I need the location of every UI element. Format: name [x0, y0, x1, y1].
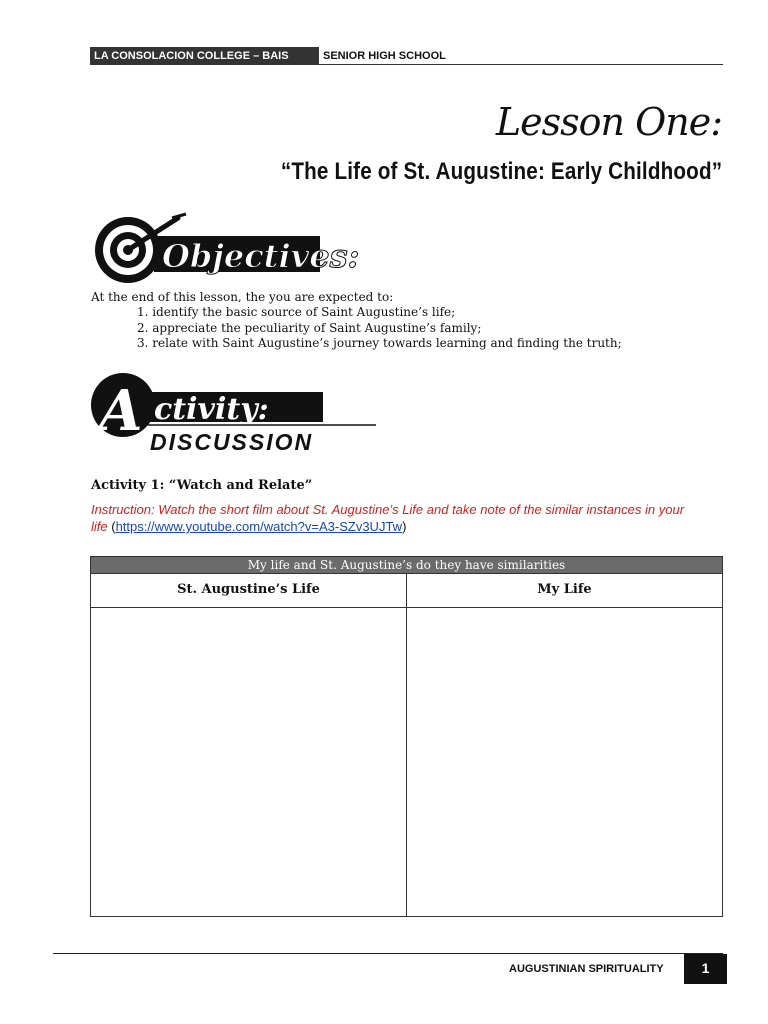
answer-cell-augustine[interactable]: [91, 608, 406, 916]
video-link[interactable]: https://www.youtube.com/watch?v=A3-SZv3UJTw: [115, 519, 403, 534]
answer-cell-my-life[interactable]: [407, 608, 722, 916]
page-number: 1: [684, 954, 727, 984]
objectives-list: [137, 305, 622, 352]
activity-banner-subtitle: DISCUSSION: [150, 429, 314, 455]
lesson-label: Lesson One:: [495, 100, 722, 144]
link-paren-close: ): [402, 519, 407, 534]
table-column-augustine: [91, 573, 406, 916]
column-header-augustine: St. Augustine’s Life: [91, 573, 406, 608]
activity-banner-text: ctivity:: [154, 392, 269, 427]
link-paren-open: (: [107, 519, 116, 534]
school-name: LA CONSOLACION COLLEGE – BAIS: [90, 47, 318, 65]
objective-item: 3. relate with Saint Augustine’s journey towards learning and finding the truth;: [137, 336, 622, 350]
department-name: SENIOR HIGH SCHOOL: [318, 47, 723, 65]
objectives-banner-text: Objectives:: [162, 237, 360, 275]
column-header-my-life: My Life: [407, 573, 722, 608]
objective-item: 2. appreciate the peculiarity of Saint Augustine’s family;: [137, 320, 482, 335]
table-caption: My life and St. Augustine’s do they have similarities: [91, 557, 722, 573]
similarities-table: [90, 556, 723, 917]
instruction-text: Instruction: Watch the short film about St. Augustine’s Life and take note of the similar instances in your life: [91, 502, 685, 534]
lesson-title: “The Life of St. Augustine: Early Childhood”: [280, 158, 722, 185]
footer-subject: AUGUSTINIAN SPIRITUALITY: [509, 963, 664, 975]
objectives-intro: At the end of this lesson, the you are expected to:: [91, 290, 394, 304]
objectives-banner: [92, 212, 360, 288]
footer-divider: [53, 953, 723, 954]
activity-title: Activity 1: “Watch and Relate”: [91, 478, 313, 493]
activity-banner: [90, 372, 380, 456]
objective-item: 1. identify the basic source of Saint Augustine’s life;: [137, 305, 456, 319]
table-column-my-life: [406, 573, 722, 916]
activity-instruction: [91, 501, 691, 535]
activity-banner-letter: A: [99, 378, 143, 444]
